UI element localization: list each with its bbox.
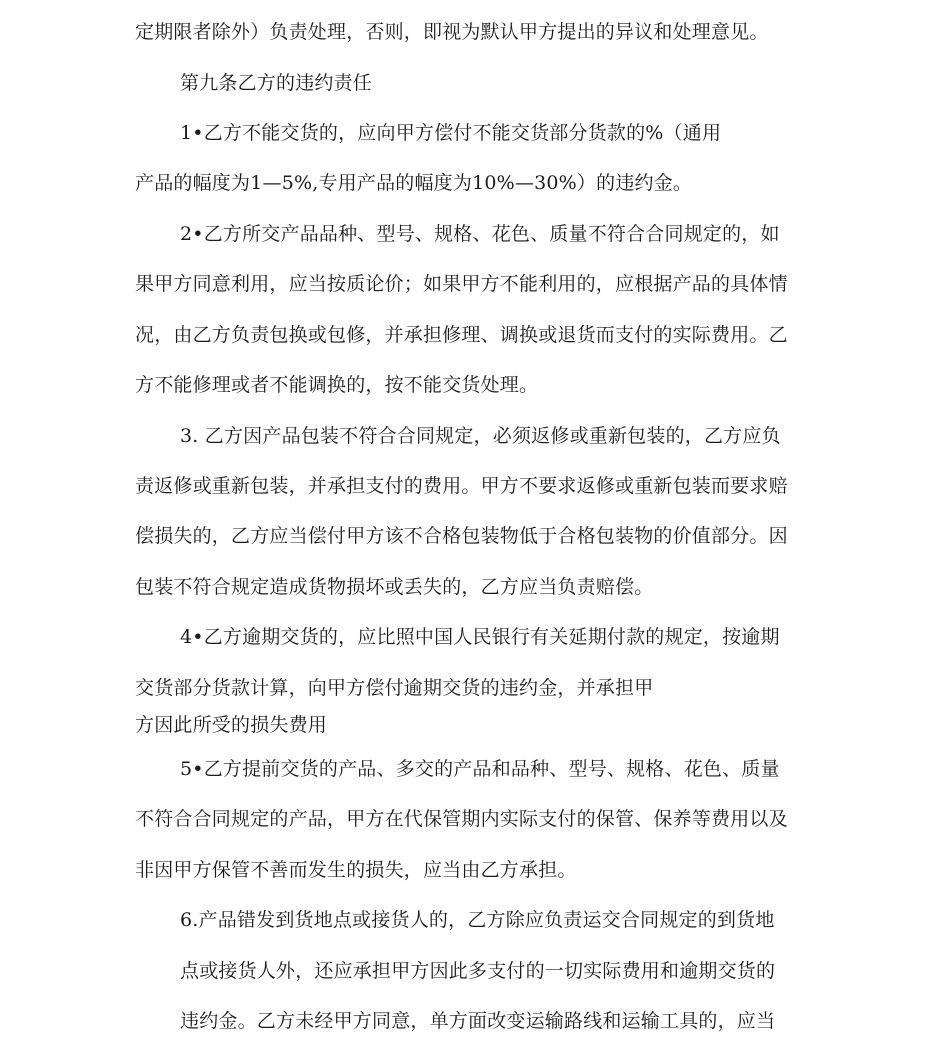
text-line: 不符合合同规定的产品，甲方在代保管期内实际支付的保管、保养等费用以及 <box>135 808 788 830</box>
text-line: 责返修或重新包装，并承担支付的费用。甲方不要求返修或重新包装而要求赔 <box>135 475 788 497</box>
text-line: 况，由乙方负责包换或包修，并承担修理、调换或退货而支付的实际费用。乙 <box>135 324 788 346</box>
text-line: 点或接货人外，还应承担甲方因此多支付的一切实际费用和逾期交货的 <box>180 960 776 982</box>
text-line: 方不能修理或者不能调换的，按不能交货处理。 <box>135 374 539 396</box>
text-line: 偿损失的，乙方应当偿付甲方该不合格包装物低于合格包装物的价值部分。因 <box>135 525 788 547</box>
text-line: 方因此所受的损失费用 <box>135 714 328 736</box>
text-line: 产品的幅度为1—5%,专用产品的幅度为10%—30%）的违约金。 <box>135 172 693 194</box>
text-line: 6.产品错发到货地点或接货人的，乙方除应负责运交合同规定的到货地 <box>180 909 775 931</box>
text-line: 5•乙方提前交货的产品、多交的产品和品种、型号、规格、花色、质量 <box>180 758 780 780</box>
text-line: 非因甲方保管不善而发生的损失，应当由乙方承担。 <box>135 859 577 881</box>
text-line: 包装不符合规定造成货物损坏或丢失的，乙方应当负责赔偿。 <box>135 576 654 598</box>
text-line: 果甲方同意利用，应当按质论价；如果甲方不能利用的，应根据产品的具体情 <box>135 273 788 295</box>
text-line: 定期限者除外）负责处理，否则，即视为默认甲方提出的异议和处理意见。 <box>135 21 769 43</box>
text-line: 4•乙方逾期交货的，应比照中国人民银行有关延期付款的规定，按逾期 <box>180 626 780 648</box>
text-line: 2•乙方所交产品品种、型号、规格、花色、质量不符合合同规定的，如 <box>180 223 780 245</box>
text-line: 交货部分货款计算，向甲方偿付逾期交货的违约金，并承担甲 <box>135 677 654 699</box>
text-line: 违约金。乙方未经甲方同意，单方面改变运输路线和运输工具的，应当 <box>180 1010 776 1032</box>
text-line: 1•乙方不能交货的，应向甲方偿付不能交货部分货款的%（通用 <box>180 122 722 144</box>
section-heading: 第九条乙方的违约责任 <box>180 72 373 94</box>
text-line: 3. 乙方因产品包装不符合合同规定，必须返修或重新包装的，乙方应负 <box>180 425 781 447</box>
